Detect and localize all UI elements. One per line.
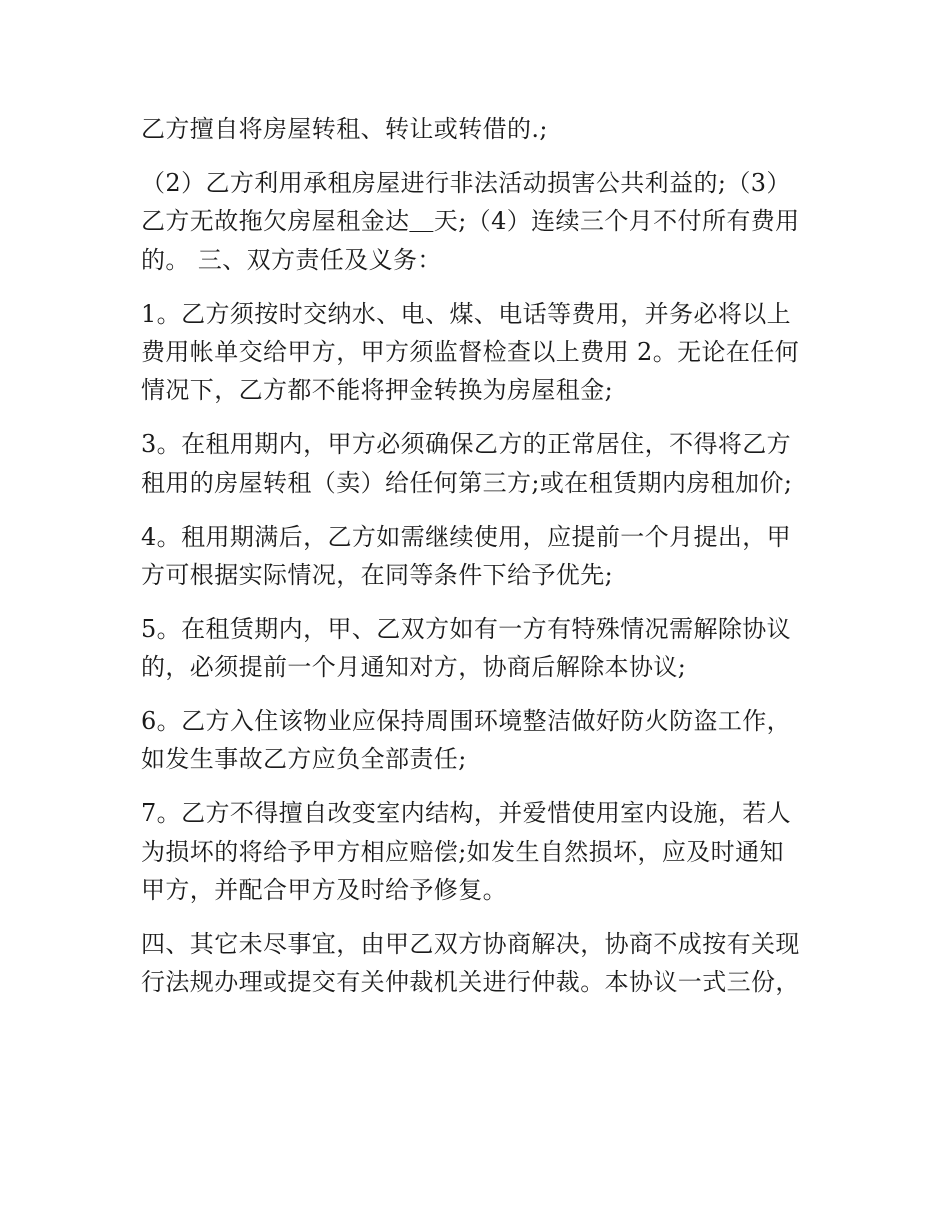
text-line: 3。在租用期内，甲方必须确保乙方的正常居住，不得将乙方	[141, 430, 792, 459]
text-line: 5。在租赁期内，甲、乙双方如有一方有特殊情况需解除协议	[141, 614, 792, 643]
text-line: 行法规办理或提交有关仲裁机关进行仲裁。本协议一式三份，	[141, 968, 800, 997]
text-line: 乙方擅自将房屋转租、转让或转借的.;	[141, 115, 548, 143]
text-line: 租用的房屋转租（卖）给任何第三方;或在租赁期内房租加价;	[141, 468, 793, 497]
document-body	[141, 110, 831, 1002]
text-line: 7。乙方不得擅自改变室内结构，并爱惜使用室内设施，若人	[141, 799, 792, 828]
text-line: 如发生事故乙方应负全部责任;	[141, 745, 467, 774]
text-line: 的。 三、双方责任及义务：	[141, 245, 442, 274]
text-line: 乙方无故拖欠房屋租金达＿天;（4）连续三个月不付所有费用	[141, 207, 800, 236]
text-line: 甲方，并配合甲方及时给予修复。	[141, 876, 507, 905]
text-line: 4。租用期满后，乙方如需继续使用，应提前一个月提出，甲	[141, 522, 792, 551]
text-line: 情况下，乙方都不能将押金转换为房屋租金;	[141, 376, 614, 405]
text-line: 方可根据实际情况，在同等条件下给予优先;	[141, 560, 614, 589]
text-line: 1。乙方须按时交纳水、电、煤、电话等费用，并务必将以上	[141, 299, 792, 328]
text-line: 6。乙方入住该物业应保持周围环境整洁做好防火防盗工作，	[141, 707, 792, 736]
text-line: （2）乙方利用承租房屋进行非法活动损害公共利益的;（3）	[141, 168, 791, 197]
text-line: 四、其它未尽事宜，由甲乙双方协商解决，协商不成按有关现	[141, 930, 800, 959]
text-line: 费用帐单交给甲方，甲方须监督检查以上费用 2。无论在任何	[141, 337, 800, 366]
text-line: 为损坏的将给予甲方相应赔偿;如发生自然损坏，应及时通知	[141, 837, 784, 866]
text-line: 的，必须提前一个月通知对方，协商后解除本协议;	[141, 653, 687, 682]
